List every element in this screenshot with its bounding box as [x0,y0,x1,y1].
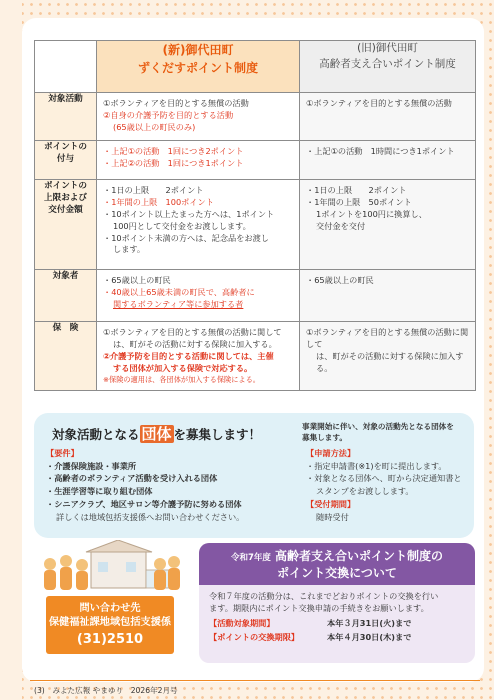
table-corner [35,41,97,93]
exchange-body: 令和７年度の活動分は、これまでどおりポイントの交換を行い ます。期限内にポイント交換申請の手続きをお願いします。 【活動対象期間】 本年３月31日(火)まで 【ポイントの交換期限】 本年４月30日(木)まで [199,585,475,648]
application: 【申請方法】 ・指定申請書(※1)を町に提出します。 ・対象となる団体へ、町から決定通知書と スタンプをお渡しします。 【受付期間】 随時受付 [306,448,462,522]
row-label-eligible: 対象者 [35,270,97,322]
header-new-system: (新)御代田町 ずくだすポイント制度 [97,41,300,93]
exchange-box [199,543,475,663]
table-row [35,141,476,180]
page-margin [0,0,22,700]
comparison-table [34,40,476,391]
old-limit: ・1日の上限 2ポイント ・1年間の上限 50ポイント 1ポイントを100円に換算し、 交付金を交付 [300,180,476,270]
old-points: ・上記①の活動 1時間につき1ポイント [300,141,476,180]
contact-box: 問い合わせ先 保健福祉課地域包括支援係 (31)2510 [46,596,174,654]
row-label-target-activity: 対象活動 [35,93,97,141]
recruit-box [34,413,474,538]
table-row [35,93,476,141]
row-label-limit: ポイントの 上限および 交付金額 [35,180,97,270]
old-eligible: ・65歳以上の町民 [300,270,476,322]
table-row [35,322,476,391]
recruit-title: 対象活動となる 団体 を募集します！ [52,425,262,443]
table-row [35,270,476,322]
old-insurance: ①ボランティアを目的とする無償の活動に関して は、町がその活動に対する保険に加入する。 [300,322,476,391]
house-people-illustration [36,540,186,592]
new-limit: ・1日の上限 2ポイント ・1年間の上限 100ポイント ・10ポイント以上たまった方へは、1ポイント 100円として交付金をお渡しします。 ・10ポイント未満の方へは、記念品をお渡し します。 [97,180,300,270]
footer-divider [30,680,480,681]
new-points: ・上記①の活動 1回につき2ポイント ・上記②の活動 1回につき1ポイント [97,141,300,180]
recruit-note: 事業開始に伴い、対象の活動先となる団体を 募集します。 [302,422,454,442]
exchange-deadline-row: 【ポイントの交換期限】 本年４月30日(木)まで [209,631,412,642]
table-row [35,180,476,270]
new-target-activity: ①ボランティアを目的とする無償の活動 ②自身の介護予防を目的とする活動 (65歳以上の町民のみ) [97,93,300,141]
header-old-system: (旧)御代田町 高齢者支え合いポイント制度 [300,41,476,93]
requirements: 【要件】 ・介護保険施設・事業所 ・高齢者のボランティア活動を受け入れる団体 ・生涯学習等に取り組む団体 ・シニアクラブ、地区サロン等介護予防に努める団体 詳しくは地域包括支援係へお問い合わせください。 [46,448,245,522]
contact-phone: (31)2510 [76,631,144,647]
new-insurance: ①ボランティアを目的とする無償の活動に関して は、町がその活動に対する保険に加入する。 ②介護予防を目的とする活動に関しては、主催 する団体が加入する保険で対応する。 ※保険の適用は、各団体が加入する保険による。 [97,322,300,391]
exchange-header: 令和7年度 高齢者支え合いポイント制度の ポイント交換について [199,543,475,585]
new-eligible: ・65歳以上の町民 ・40歳以上65歳未満の町民で、高齢者に 関するボランティア等に参加する者 [97,270,300,322]
old-target-activity: ①ボランティアを目的とする無償の活動 [300,93,476,141]
footer: (3) みよた広報 やまゆり 2026年2月号 [34,686,178,695]
row-label-points: ポイントの 付与 [35,141,97,180]
row-label-insurance: 保 険 [35,322,97,391]
exchange-period-row: 【活動対象期間】 本年３月31日(火)まで [209,617,412,628]
